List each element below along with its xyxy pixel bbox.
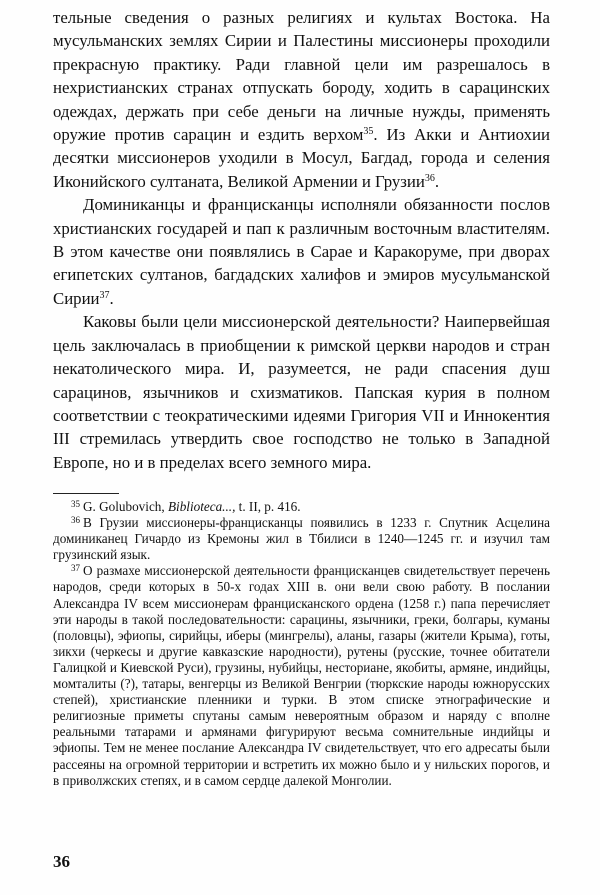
footnote-ref-37: 37 [99, 289, 110, 301]
paragraph-1: тельные сведения о разных религиях и культах Востока. На мусульманских землях Сирии и Палестины миссионеры проходили прекрасную практику. Ради главной цели им разрешалось в нехристианских странах отпускать бороду, ходить в сарацинских одеждах, держать при себе деньги на личные нужды, применять оружие против сарацин и ездить верхом$^{35}$. Из Акки и Антиохии десятки миссионеров уходили в Мосул, Багдад, города и селения Иконийского султаната, Великой Армении и Грузии$^{36}$. [53, 8, 550, 191]
footnotes [53, 499, 550, 789]
footnote-35: $^{35}$ G. Golubovich, Biblioteca..., t. II, p. 416. [71, 499, 301, 514]
footnote-separator [53, 493, 119, 494]
footnote-37: $^{37}$ О размахе миссионерской деятельности францисканцев свидетельствует перечень народов, среди которых в 50-х годах XIII в. они вели свою работу. В послании Александра IV всем миссионерам францисканского ордена (1258 г.) папа перечисляет эти народы в такой последовательности: сарацины, язычники, греки, болгары, куманы (половцы), эфиопы, сирийцы, иберы (мингрелы), аланы, газары (жители Крыма), готы, зикхи (черкесы и другие кавказские народности), рутены (русские, точнее обитатели Галицкой и Киевской Руси), грузины, нубийцы, несториане, якобиты, армяне, индийцы, момталиты (?), татары, венгерцы из Великой Венгрии (тюркские народы южнорусских степей), христианские пленники и турки. В этом списке этнографические и религиозные приметы спутаны самым невероятным образом и наряду с вполне реальными татарами и армянами фигурируют весьма сомнительные индийцы и эфиопы. Тем не менее послание Александра IV свидетельствует, что его адресаты были рассеяны на огромной территории и встретить их можно было и у нильских порогов, и в приволжских степях, и в самом сердце далекой Монголии. [53, 563, 550, 788]
footnote-36: $^{36}$ В Грузии миссионеры-францисканцы появились в 1233 г. Спутник Асцелина доминиканец Гичардо из Кремоны жил в Тбилиси в 1240—1245 гг. и изучил там грузинский язык. [53, 515, 550, 563]
page-number: 36 [53, 852, 70, 871]
footnote-ref-36: 36 [424, 172, 435, 184]
paragraph-2: Доминиканцы и францисканцы исполняли обязанности послов христианских государей и пап к различным восточным властителям. В этом качестве они появлялись в Сарае и Каракоруме, при дворах египетских султанов, багдадских халифов и эмиров мусульманской Сирии$^{37}$. [53, 195, 550, 308]
paragraph-3: Каковы были цели миссионерской деятельности? Наипервейшая цель заключалась в приобщении к римской церкви народов и стран некатолического мира. И, разумеется, не ради спасения душ сарацинов, язычников и схизматиков. Папская курия в полном соответствии с теократическими идеями Григория VII и Иннокентия III стремилась утвердить свое господство не только в Западной Европе, но и в пределах всего земного мира. [53, 312, 550, 472]
footnote-ref-35: 35 [363, 126, 374, 138]
main-text [53, 6, 550, 474]
